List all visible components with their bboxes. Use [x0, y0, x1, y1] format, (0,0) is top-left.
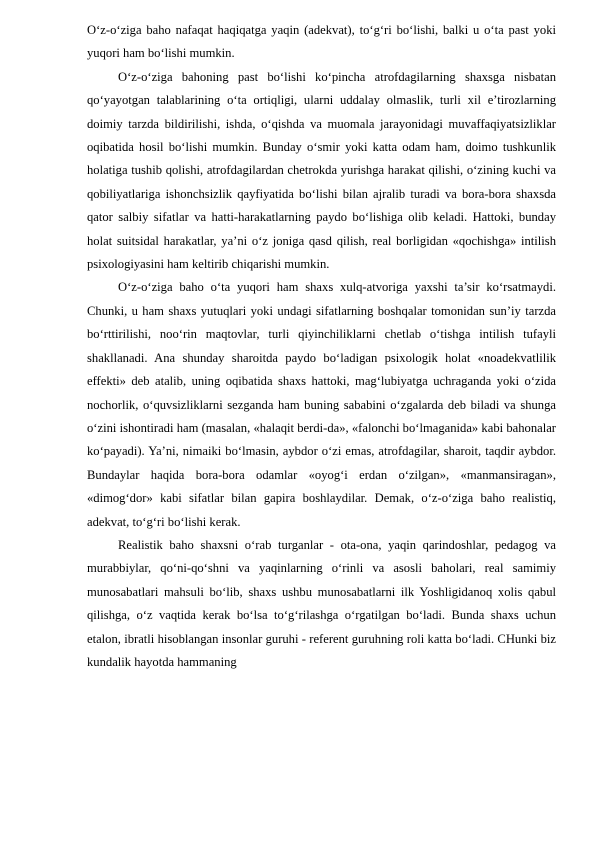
paragraph-4: Realistik baho shaxsni o‘rab turganlar - ota-ona, yaqin qarindoshlar, pedagog va murabbiylar, qo‘ni-qo‘shni va yaqinlarning o‘rinli va asosli baholari, real samimiy munosabatlari mahsuli bo‘lib, shaxs ushbu munosabatlarni ilk Yoshligidanoq xolis qabul qilishga, o‘z vaqtida kerak bo‘lsa to‘g‘rilashga o‘rgatilgan bo‘ladi. Bunda shaxs uchun etalon, ibratli hisoblangan insonlar guruhi - referent guruhning roli katta bo‘ladi. CHunki biz kundalik hayotda hammaning — [87, 537, 556, 669]
paragraph-2: O‘z-o‘ziga bahoning past bo‘lishi ko‘pincha atrofdagilarning shaxsga nisbatan qo‘yayotgan talablarining o‘ta ortiqligi, ularni uddalay olmaslik, turli xil e’tirozlarning doimiy tarzda bildirilishi, ishda, o‘qishda va muomala jarayonidagi muvaffaqiyatsizliklar oqibatida hosil bo‘lishi mumkin. Bunday o‘smir yoki katta odam ham, doimo tushkunlik holatiga tushib qolishi, atrofdagilardan chetrokda yurishga harakat qilishi, o‘zining kuchi va qobiliyatlariga ishonchsizlik qayfiyatida bo‘lishi bilan ajralib turadi va bora-bora shaxsda qator salbiy sifatlar va hatti-harakatlarning paydo bo‘lishiga olib keladi. Hattoki, bunday holat suitsidal harakatlar, ya’ni o‘z joniga qasd qilish, real borligidan «qochishga» intilish psixologiyasini ham keltirib chiqarishi mumkin. — [87, 69, 556, 272]
paragraph-1: O‘z-o‘ziga baho nafaqat haqiqatga yaqin (adekvat), to‘g‘ri bo‘lishi, balki u o‘ta past yoki yuqori ham bo‘lishi mumkin. — [87, 23, 556, 61]
document-page — [87, 19, 556, 674]
paragraph-3: O‘z-o‘ziga baho o‘ta yuqori ham shaxs xulq-atvoriga yaxshi ta’sir ko‘rsatmaydi. Chunki, u ham shaxs yutuqlari yoki undagi sifatlarning boshqalar tomonidan sun’iy tarzda bo‘rttirilishi, noo‘rin maqtovlar, turli qiyinchiliklarni chetlab o‘tishga intilish tufayli shakllanadi. Ana shunday sharoitda paydo bo‘ladigan psixologik holat «noadekvatlilik effekti» deb atalib, uning oqibatida shaxs hattoki, mag‘lubiyatga uchraganda yoki o‘zida nochorlik, o‘quvsizliklarni sezganda ham buning sababini o‘zgalarda deb biladi va shunga o‘zini ishontiradi ham (masalan, «halaqit berdi-da», «falonchi bo‘lmaganida» kabi bahonalar ko‘payadi). Ya’ni, nimaiki bo‘lmasin, aybdor o‘zi emas, atrofdagilar, sharoit, taqdir aybdor. Bundaylar haqida bora-bora odamlar «oyog‘i erdan o‘zilgan», «manmansiragan», «dimog‘dor» kabi sifatlar bilan gapira boshlaydilar. Demak, o‘z-o‘ziga baho realistiq, adekvat, to‘g‘ri bo‘lishi kerak. — [87, 280, 556, 529]
